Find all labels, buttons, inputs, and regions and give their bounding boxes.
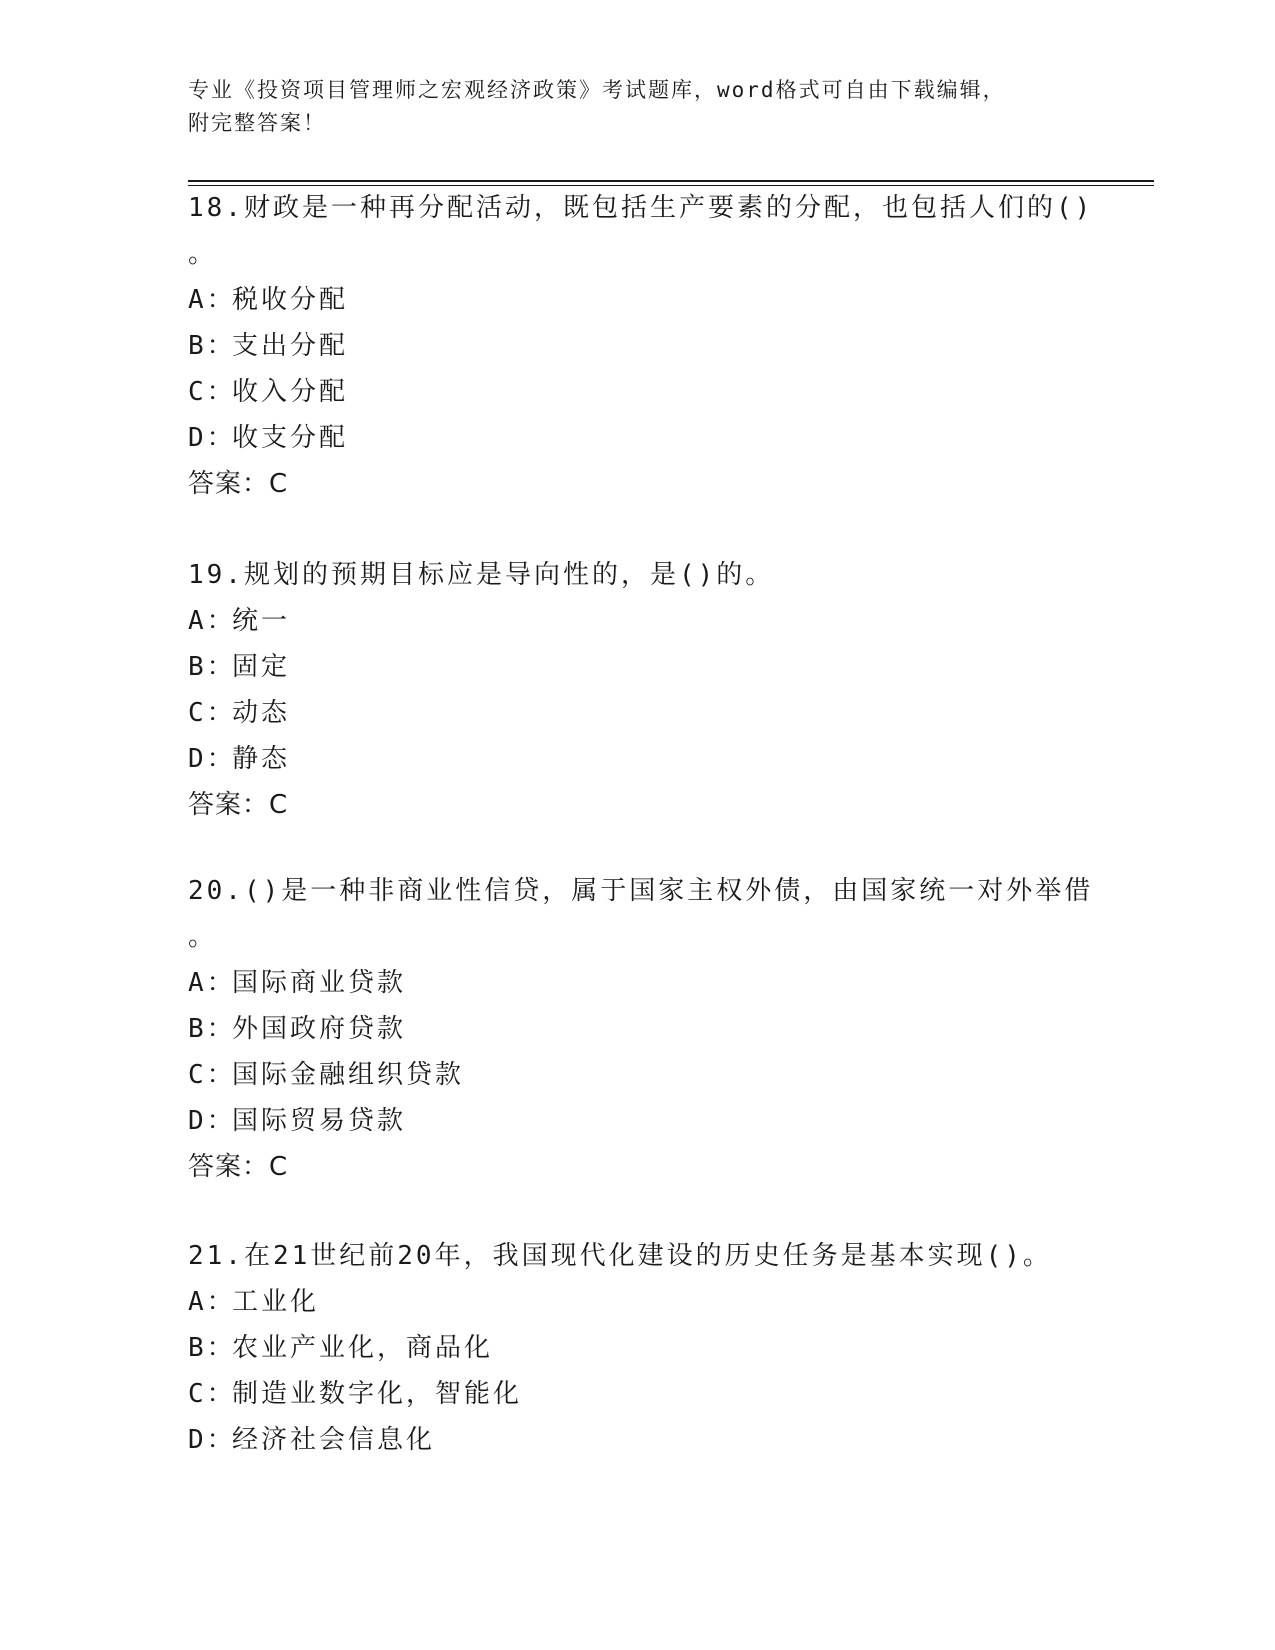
header-divider [188, 180, 1154, 182]
option-text: 外国政府贷款 [232, 1014, 407, 1044]
option-key: D： [188, 1106, 236, 1136]
question-21 [188, 1233, 1088, 1463]
option-key: A： [188, 1287, 236, 1317]
option-text: 动态 [232, 698, 291, 728]
option-d [188, 1098, 1088, 1144]
option-key: C： [188, 377, 236, 407]
option-d [188, 736, 1088, 782]
option-key: B： [188, 1014, 236, 1044]
option-text: 收支分配 [232, 423, 349, 453]
option-b [188, 1006, 1088, 1052]
question-stem-tail: 。 [188, 239, 218, 269]
option-text: 固定 [232, 652, 291, 682]
option-key: B： [188, 1333, 236, 1363]
option-key: C： [188, 698, 236, 728]
option-key: B： [188, 652, 236, 682]
question-stem: 18.财政是一种再分配活动，既包括生产要素的分配，也包括人们的() [188, 193, 1094, 223]
question-19 [188, 552, 1088, 828]
option-d [188, 1417, 1088, 1463]
option-b [188, 1325, 1088, 1371]
option-text: 农业产业化，商品化 [232, 1333, 494, 1363]
question-stem: 20.()是一种非商业性信贷，属于国家主权外债，由国家统一对外举借 [188, 876, 1094, 906]
option-key: B： [188, 331, 236, 361]
question-stem: 19.规划的预期目标应是导向性的，是()的。 [188, 560, 775, 590]
header-line-2: 附完整答案！ [188, 111, 326, 135]
option-c [188, 690, 1088, 736]
option-c [188, 1052, 1088, 1098]
option-key: C： [188, 1060, 236, 1090]
option-text: 统一 [232, 606, 291, 636]
option-key: D： [188, 744, 236, 774]
answer: 答案：C [188, 469, 289, 499]
option-b [188, 323, 1088, 369]
option-key: D： [188, 1425, 236, 1455]
answer: 答案：C [188, 790, 289, 820]
header-line-1: 专业《投资项目管理师之宏观经济政策》考试题库，word格式可自由下载编辑， [188, 78, 1006, 102]
option-text: 国际贸易贷款 [232, 1106, 407, 1136]
answer: 答案：C [188, 1152, 289, 1182]
option-key: A： [188, 606, 236, 636]
option-text: 收入分配 [232, 377, 349, 407]
option-a [188, 598, 1088, 644]
question-18 [188, 185, 1094, 507]
option-d [188, 415, 1088, 461]
option-key: C： [188, 1379, 236, 1409]
question-20 [188, 868, 1094, 1190]
question-stem: 21.在21世纪前20年，我国现代化建设的历史任务是基本实现()。 [188, 1241, 1052, 1271]
option-text: 国际金融组织贷款 [232, 1060, 465, 1090]
option-c [188, 1371, 1088, 1417]
question-stem-tail: 。 [188, 922, 218, 952]
option-a [188, 1279, 1088, 1325]
option-b [188, 644, 1088, 690]
option-a [188, 277, 1088, 323]
option-key: A： [188, 968, 236, 998]
option-a [188, 960, 1088, 1006]
option-text: 经济社会信息化 [232, 1425, 436, 1455]
option-text: 工业化 [232, 1287, 320, 1317]
option-key: D： [188, 423, 236, 453]
option-text: 制造业数字化，智能化 [232, 1379, 523, 1409]
option-c [188, 369, 1088, 415]
option-text: 税收分配 [232, 285, 349, 315]
document-header [188, 74, 1068, 140]
option-text: 静态 [232, 744, 291, 774]
option-text: 支出分配 [232, 331, 349, 361]
option-key: A： [188, 285, 236, 315]
option-text: 国际商业贷款 [232, 968, 407, 998]
